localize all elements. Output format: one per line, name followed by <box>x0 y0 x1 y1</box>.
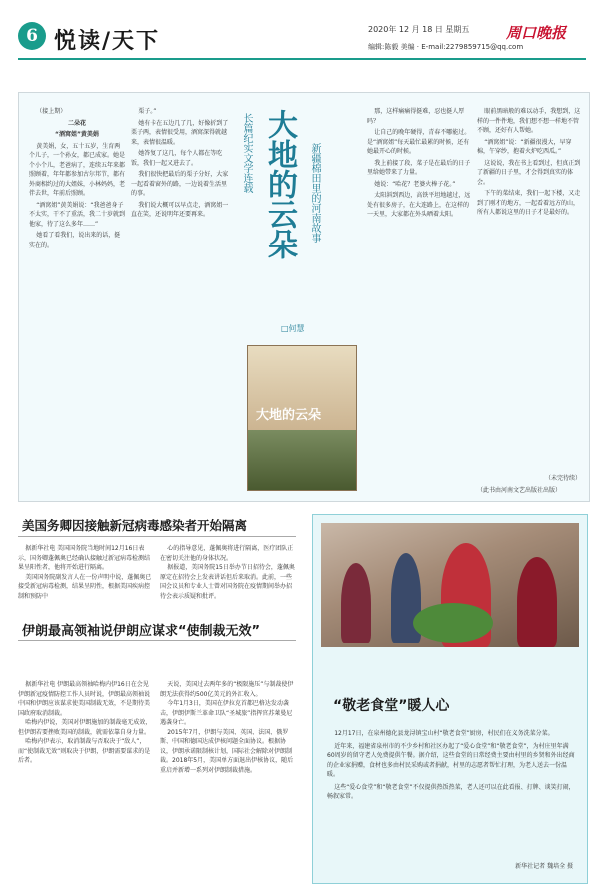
serial-paragraph: 她答复了这几，每个人都在等吃饭，我们一起又进去了。 <box>131 150 223 167</box>
section-title: 悦读/天下 <box>54 28 161 54</box>
newspaper-logo: 周口晚报 <box>506 24 567 42</box>
book-cover-title: 大地的云朵 <box>256 408 322 423</box>
serial-paragraph: 让自己的晚年硬得，青春不哪能过。是“酒窝姐”每天最忙最累的时候，还有她最开心的时候。 <box>367 129 471 155</box>
headline-divider <box>18 640 296 641</box>
serial-column-1 <box>29 107 125 487</box>
book-cover-image <box>247 345 357 491</box>
news-paragraph: 天说，美国过去两年多的“极限施压”与制裁使伊朗无法获得约500亿美元的外汇收入。 <box>160 681 294 698</box>
header-divider <box>18 58 586 60</box>
news1-column-2 <box>160 544 296 608</box>
serial-paragraph: “酒窝姐”黄美娟说：“我爸爸身子不太实，干不了重活，我二十岁就到他家，待了这么多年……” <box>29 201 125 228</box>
serial-paragraph: 栗子。” <box>138 108 157 115</box>
headline-divider <box>18 536 296 537</box>
serial-publisher-note: （此书由河南文艺出版社出版） <box>477 487 562 494</box>
page-header <box>0 0 600 62</box>
serial-subheading: “酒窝姐”黄美娟 <box>55 131 99 138</box>
serial-paragraph: 我们说大概可以早点走，酒窝姐一直在笑，还说明年还要再来。 <box>131 201 229 218</box>
photo-story-headline: “敬老食堂”暖人心 <box>333 698 450 714</box>
serial-paragraph: 我们很快把最后的栗子分好，大家一起看着窗外的路，一边说着生活里的事。 <box>131 171 229 197</box>
news-headline-2: 伊朗最高领袖说伊朗应谋求“使制裁无效” <box>22 624 261 639</box>
serial-paragraph: 下午的菜结束，我们一起下楼，又走到了刚才的地方，一起看着远方的山，所有人都说这里的日子才是最好的。 <box>477 190 581 216</box>
news-paragraph: 哈梅内伊表示，取消制裁与否取决于“敌人”，而“使制裁无效”则取决于伊朗，伊朗需要谋求的是后者。 <box>18 738 151 764</box>
serial-column-2 <box>131 107 231 487</box>
news-paragraph: 今年1月3日，美国在伊拉克首都巴格达发动袭击，伊朗伊斯兰革命卫队“圣城旅”指挥官苏莱曼尼遇袭身亡。 <box>160 700 293 726</box>
serial-paragraph: 她看了看我们，说出来的话，挺实在的。 <box>29 232 121 249</box>
book-cover-art <box>248 430 356 490</box>
news-paragraph: 据新华社电 美国国务院当地时间12月16日表示，国务卿蓬佩奥已经确认接触过新冠病毒检测结果呈阳性者，他将开始进行隔离。 <box>18 545 151 571</box>
book-subtitle: 长篇纪实文学连载 <box>241 113 252 193</box>
photo-person <box>341 563 371 643</box>
news-paragraph: 哈梅内伊说，美国对伊朗施加的制裁毫无成效，但伊朗若要挫败美国的制裁，就需依靠自身力量。 <box>18 719 152 736</box>
serial-paragraph: 我上前接了段，菜子是在最后的日子里给她带来了力量。 <box>367 159 471 176</box>
photo-paragraph: 近年来，福建省泉州市的不少乡村和社区办起了“爱心食堂”和“敬老食堂”，为村庄里年满60周岁的留守老人免费提供午餐。据介绍，这些食堂的日常经费主要由村里的乡贤和外出经商的企业家捐赠，食材也多由村民采购或者捐献，村里的志愿者帮忙打理，为老人送去一份温暖。 <box>327 742 575 778</box>
page-number-badge: 6 <box>18 22 46 50</box>
news-paragraph: 据报道，美国务院15日举办节日招待会，蓬佩奥原定在招待会上发表讲话但后来取消。此前，一些国会议员和专业人士曾对国务院在疫情期间举办招待会表示质疑和批评。 <box>160 564 295 600</box>
serial-chapter-heading: 二朵花 <box>67 119 86 127</box>
vegetable-basket <box>413 603 493 643</box>
news-headline-1: 美国务卿因接触新冠病毒感染者开始隔离 <box>22 518 248 533</box>
serial-paragraph: 这说说，我在书上看到过，但真正到了新疆的日子里，才会得到真实的体会。 <box>477 159 581 186</box>
book-feature <box>237 93 361 501</box>
canteen-photo <box>321 523 579 647</box>
editor-meta: 编辑:陈毅 美编 · E-mail:2279859715@qq.com <box>368 43 524 51</box>
serial-story <box>18 92 590 502</box>
book-subtitle-2: 新疆棉田里的河南故事 <box>309 143 320 243</box>
news-paragraph: 据新华社电 伊朗最高领袖哈梅内伊16日在会见伊朗新冠疫情防控工作人员时说，伊朗最高领袖说中国和伊朗应该谋求使美国制裁无效，不是期待美国政府取消制裁。 <box>18 681 151 717</box>
photo-story <box>312 514 588 884</box>
photo-story-text <box>327 729 575 805</box>
photo-paragraph: 12月17日，在泉州德化县龙浔镇宝山村“敬老食堂”厨房，村民们在义务洗菜分菜。 <box>334 730 554 737</box>
serial-to-be-continued: （未完待续） <box>544 475 581 482</box>
news2-column-1 <box>18 680 154 880</box>
book-author: □何慧 <box>281 324 305 333</box>
serial-paragraph: 那，这样痛痛得挺难，忍也挺人厚吗？ <box>367 108 465 125</box>
book-title: 大地的云朵 <box>262 109 297 259</box>
serial-paragraph: 她有卡在五边几了几，好像折到了栗子两，表情很受用，酒窝深得就越来，表情很温暖。 <box>131 119 229 146</box>
issue-date: 2020年 12 月 18 日 星期五 <box>368 25 470 34</box>
photo-paragraph: 这些“爱心食堂”和“敬老食堂”不仅提供热饭热菜，老人还可以在此看报、打牌、谈笑打闹，畅叙家常。 <box>327 783 575 800</box>
photo-person <box>517 557 557 647</box>
serial-paragraph: 太阳斜到西边，高铁平坦地越过，远处有很多房子，在大连路上，在这样的一天里，大家都在外头晒着太阳。 <box>367 192 471 218</box>
serial-paragraph: 她说：“哈花？老婆火棒子花。” <box>374 180 456 188</box>
serial-paragraph: （接上期） <box>36 108 67 115</box>
news-paragraph: 心的指导意见，蓬佩奥将进行隔离，医疗团队正在密切关注他的身体状况。 <box>160 545 294 562</box>
serial-column-4 <box>477 107 581 467</box>
news-paragraph: 美国国务院副发言人在一份声明中说，蓬佩奥已接受新冠病毒检测，结果呈阴性，根据美国疾病控制和预防中 <box>18 573 152 600</box>
serial-paragraph: 黄美娟，女，五十五岁，生育两个儿子，一个孙女，都已成家。她是个小个儿，老爸病了，连续五年来都照顾着，年年都参加古尔邦节，都有外商相约过的大姐妹，小林妈妈，老伴去世，年前后照顾。 <box>29 142 125 197</box>
photo-credit: 新华社记者 魏培全 摄 <box>515 863 573 870</box>
serial-paragraph: 眼前黑暗般的难以动手，我想到，这样的一件件地，我们想不想一样地不管不顾，还好有人帮她。 <box>477 108 581 134</box>
news1-column-1 <box>18 544 154 608</box>
news2-column-2 <box>160 680 296 880</box>
news-paragraph: 2015年7月，伊朗与美国、英国、法国、俄罗斯、中国和德国达成伊核问题全面协议。根据协议，伊朗承诺限制核计划，国际社会解除对伊朗制裁。2018年5月，美国单方面退出伊核协议，随后重启并新增一系列对伊朗制裁措施。 <box>160 728 294 774</box>
serial-column-3 <box>367 107 471 487</box>
serial-paragraph: “酒窝姐”说：“新疆很漫大，早穿棉，午穿纱，抱着火炉吃西瓜。” <box>477 138 572 155</box>
